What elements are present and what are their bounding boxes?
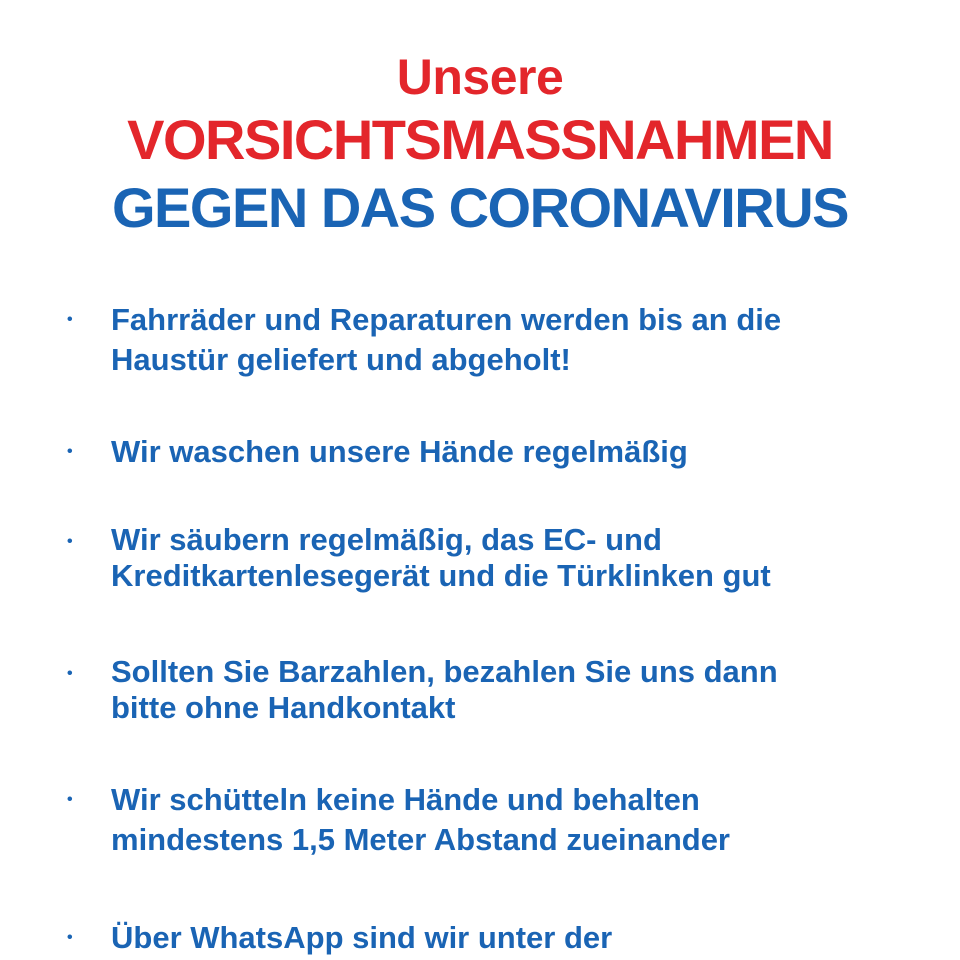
- list-item-line: Fahrräder und Reparaturen werden bis an die: [111, 302, 782, 337]
- list-item-text: [111, 780, 931, 860]
- bullet-icon: •: [67, 443, 73, 460]
- list-item-text: [111, 432, 931, 472]
- bullet-icon: •: [67, 311, 73, 328]
- list-item-text: [111, 300, 931, 380]
- bullet-icon: •: [67, 929, 73, 946]
- heading-line-coronavirus: GEGEN DAS CORONAVIRUS: [112, 176, 848, 239]
- list-item-line: Kreditkartenlesegerät und die Türklinken gut: [111, 558, 771, 593]
- list-item-line: Wir säubern regelmäßig, das EC- und: [111, 522, 662, 557]
- list-item-line: Über WhatsApp sind wir unter der: [111, 920, 613, 955]
- heading-line-vorsichtsmassnahmen: VORSICHTSMASSNAHMEN: [127, 108, 833, 171]
- list-item-text: [111, 654, 931, 726]
- heading-line-unsere: Unsere: [396, 49, 564, 105]
- list-item-line: Sollten Sie Barzahlen, bezahlen Sie uns dann: [111, 654, 778, 689]
- list-item-line: Haustür geliefert und abgeholt!: [111, 342, 571, 377]
- list-item-text: [111, 522, 931, 594]
- bullet-icon: •: [67, 665, 73, 682]
- list-item-line: mindestens 1,5 Meter Abstand zueinander: [111, 822, 731, 857]
- list-item-line: bitte ohne Handkontakt: [111, 690, 456, 725]
- list-item-line: Wir waschen unsere Hände regelmäßig: [111, 434, 688, 469]
- list-item-line: Wir schütteln keine Hände und behalten: [111, 782, 700, 817]
- list-item-text: [111, 918, 931, 958]
- bullet-icon: •: [67, 533, 73, 550]
- bullet-icon: •: [67, 791, 73, 808]
